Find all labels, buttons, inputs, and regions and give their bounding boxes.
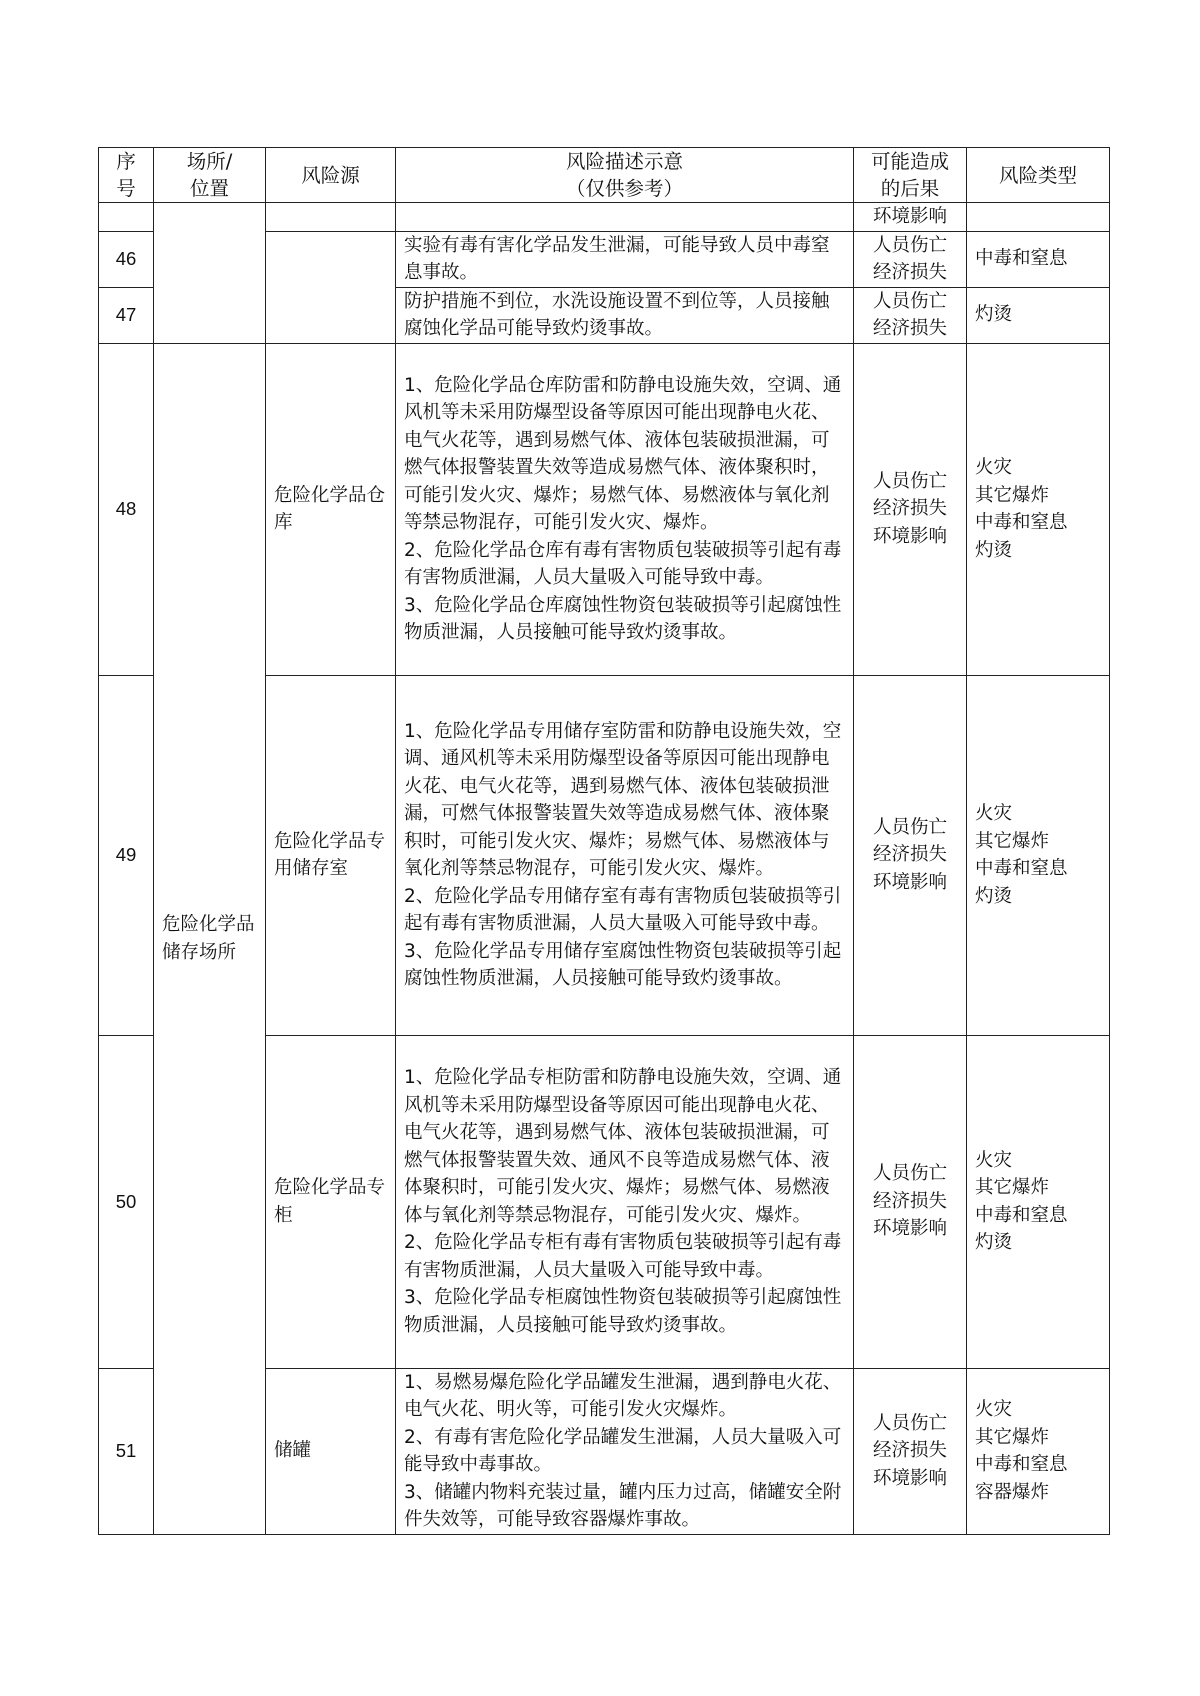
- cell-no: [99, 203, 154, 232]
- cell-description: [396, 203, 854, 232]
- cell-risk-type: 中毒和窒息: [967, 231, 1110, 287]
- cell-no: 46: [99, 231, 154, 287]
- cell-place: 危险化学品储存场所: [154, 343, 266, 1534]
- cell-risk-type: 灼烫: [967, 287, 1110, 343]
- cell-no: 49: [99, 675, 154, 1035]
- cell-risk-type: 火灾 其它爆炸 中毒和窒息 灼烫: [967, 675, 1110, 1035]
- cell-consequence: 人员伤亡 经济损失 环境影响: [854, 343, 967, 675]
- cell-no: 48: [99, 343, 154, 675]
- cell-no: 50: [99, 1035, 154, 1368]
- cell-consequence: 人员伤亡 经济损失 环境影响: [854, 1368, 967, 1534]
- table-row: [99, 343, 1110, 675]
- header-risk-type: 风险类型: [967, 148, 1110, 203]
- risk-table: [98, 147, 1110, 1535]
- header-consequence: 可能造成 的后果: [854, 148, 967, 203]
- cell-description: 1、易燃易爆危险化学品罐发生泄漏，遇到静电火花、电气火花、明火等，可能引发火灾爆炸。 2、有毒有害危险化学品罐发生泄漏，人员大量吸入可能导致中毒事故。 3、储罐内物料充装过量，罐内压力过高，储罐安全附件失效等，可能导致容器爆炸事故。: [396, 1368, 854, 1534]
- cell-consequence: 人员伤亡 经济损失: [854, 287, 967, 343]
- cell-description: 1、危险化学品专柜防雷和防静电设施失效，空调、通风机等未采用防爆型设备等原因可能出现静电火花、电气火花等，遇到易燃气体、液体包装破损泄漏，可燃气体报警装置失效、通风不良等造成易燃气体、液体聚积时，可能引发火灾、爆炸；易燃气体、易燃液体与氧化剂等禁忌物混存，可能引发火灾、爆炸。 2、危险化学品专柜有毒有害物质包装破损等引起有毒有害物质泄漏，人员大量吸入可能导致中毒。 3、危险化学品专柜腐蚀性物资包装破损等引起腐蚀性物质泄漏，人员接触可能导致灼烫事故。: [396, 1035, 854, 1368]
- cell-description: 防护措施不到位，水洗设施设置不到位等，人员接触腐蚀化学品可能导致灼烫事故。: [396, 287, 854, 343]
- cell-source: 危险化学品专柜: [266, 1035, 396, 1368]
- table-row-continued: [99, 203, 1110, 232]
- cell-source: 危险化学品专用储存室: [266, 675, 396, 1035]
- header-description: 风险描述示意 （仅供参考）: [396, 148, 854, 203]
- cell-source: 危险化学品仓库: [266, 343, 396, 675]
- cell-risk-type: 火灾 其它爆炸 中毒和窒息 灼烫: [967, 343, 1110, 675]
- cell-no: 47: [99, 287, 154, 343]
- cell-description: 1、危险化学品专用储存室防雷和防静电设施失效，空调、通风机等未采用防爆型设备等原因可能出现静电火花、电气火花等，遇到易燃气体、液体包装破损泄漏，可燃气体报警装置失效等造成易燃气体、液体聚积时，可能引发火灾、爆炸；易燃气体、易燃液体与氧化剂等禁忌物混存，可能引发火灾、爆炸。 2、危险化学品专用储存室有毒有害物质包装破损等引起有毒有害物质泄漏，人员大量吸入可能导致中毒。 3、危险化学品专用储存室腐蚀性物资包装破损等引起腐蚀性物质泄漏，人员接触可能导致灼烫事故。: [396, 675, 854, 1035]
- cell-description: 实验有毒有害化学品发生泄漏，可能导致人员中毒窒息事故。: [396, 231, 854, 287]
- cell-risk-type: 火灾 其它爆炸 中毒和窒息 容器爆炸: [967, 1368, 1110, 1534]
- cell-source: 储罐: [266, 1368, 396, 1534]
- cell-risk-type: [967, 203, 1110, 232]
- header-source: 风险源: [266, 148, 396, 203]
- header-no: 序 号: [99, 148, 154, 203]
- header-place: 场所/ 位置: [154, 148, 266, 203]
- cell-consequence: 环境影响: [854, 203, 967, 232]
- cell-no: 51: [99, 1368, 154, 1534]
- cell-place: [154, 203, 266, 344]
- cell-source: [266, 203, 396, 232]
- cell-consequence: 人员伤亡 经济损失 环境影响: [854, 1035, 967, 1368]
- cell-consequence: 人员伤亡 经济损失 环境影响: [854, 675, 967, 1035]
- cell-source: [266, 231, 396, 343]
- cell-consequence: 人员伤亡 经济损失: [854, 231, 967, 287]
- cell-risk-type: 火灾 其它爆炸 中毒和窒息 灼烫: [967, 1035, 1110, 1368]
- cell-description: 1、危险化学品仓库防雷和防静电设施失效，空调、通风机等未采用防爆型设备等原因可能出现静电火花、电气火花等，遇到易燃气体、液体包装破损泄漏，可燃气体报警装置失效等造成易燃气体、液体聚积时，可能引发火灾、爆炸；易燃气体、易燃液体与氧化剂等禁忌物混存，可能引发火灾、爆炸。 2、危险化学品仓库有毒有害物质包装破损等引起有毒有害物质泄漏，人员大量吸入可能导致中毒。 3、危险化学品仓库腐蚀性物资包装破损等引起腐蚀性物质泄漏，人员接触可能导致灼烫事故。: [396, 343, 854, 675]
- table-header-row: [99, 148, 1110, 203]
